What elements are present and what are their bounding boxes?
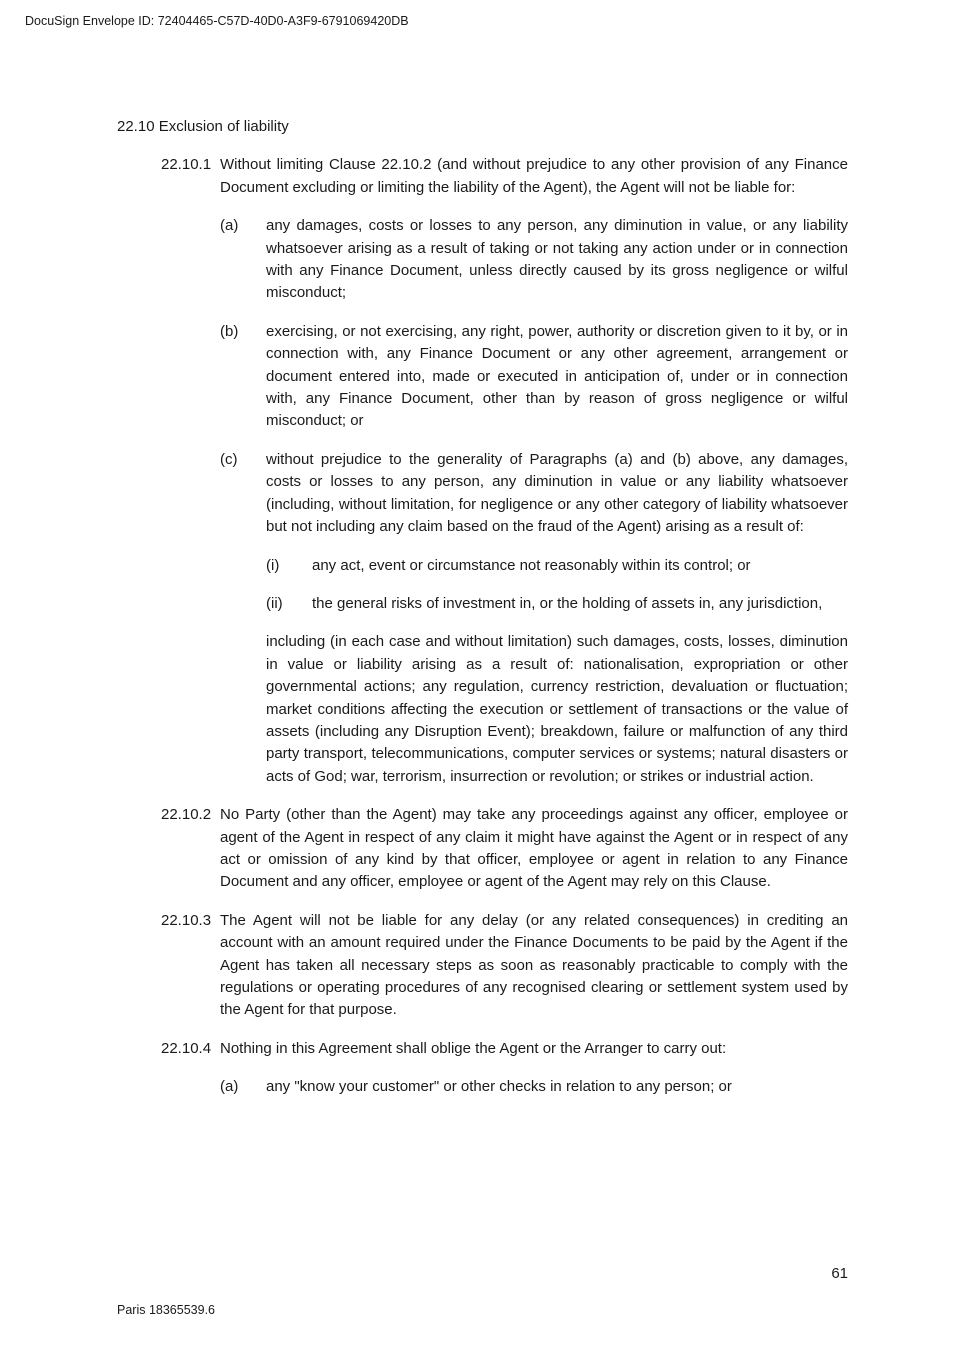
subitem-text: the general risks of investment in, or the holding of assets in, any jurisdiction, [312, 594, 823, 612]
item-c-continuation: including (in each case and without limitation) such damages, costs, losses, diminution in value or liability arising as a result of: nationalisation, expropriation or other governmental actions; any regulation, currency restriction, devaluation or fluctuation; market conditions affecting the execution or settlement of transactions or the value of assets (including any Disruption Event); breakdown, failure or malfunction of any third party transport, telecommunications, computer services or systems; natural disasters or acts of God; war, terrorism, insurrection or revolution; or strikes or industrial action. [266, 633, 848, 785]
clause-22-10-4 [117, 1038, 848, 1060]
list-item-c [117, 449, 848, 539]
subitem-label: (ii) [266, 594, 283, 612]
envelope-id: DocuSign Envelope ID: 72404465-C57D-40D0-A3F9-6791069420DB [25, 14, 409, 28]
list-subitem-ii [117, 593, 848, 615]
list-item-a [117, 1076, 848, 1098]
item-label: (c) [220, 450, 238, 468]
page-number: 61 [831, 1265, 848, 1282]
clause-number: 22.10.4 [161, 1039, 212, 1057]
item-label: (a) [220, 1078, 239, 1096]
item-label: (a) [220, 217, 239, 235]
section-heading: 22.10 Exclusion of liability [117, 118, 289, 135]
subitem-text: any act, event or circumstance not reasonably within its control; or [312, 556, 751, 574]
document-body [117, 116, 848, 1115]
item-text: any damages, costs or losses to any person, any diminution in value, or any liability whatsoever arising as a result of taking or not taking any action under or in connection with any Finance Document, unless directly caused by its gross negligence or wilful misconduct; [266, 217, 848, 302]
clause-number: 22.10.3 [161, 911, 212, 929]
item-label: (b) [220, 322, 239, 340]
item-text: without prejudice to the generality of Paragraphs (a) and (b) above, any damages, costs or losses to any person, any diminution in value or any liability whatsoever (including, without limitation, for negligence or any other category of liability whatsoever but not including any claim based on the fraud of the Agent) arising as a result of: [266, 450, 848, 536]
clause-number: 22.10.1 [161, 156, 212, 174]
clause-text: Without limiting Clause 22.10.2 (and without prejudice to any other provision of any Finance Document excluding or limiting the liability of the Agent), the Agent will not be liable for: [220, 156, 848, 196]
clause-text: The Agent will not be liable for any delay (or any related consequences) in crediting an account with an amount required under the Finance Documents to be paid by the Agent if the Agent has taken all necessary steps as soon as reasonably practicable to comply with the regulations or operating procedures of any recognised clearing or settlement system used by the Agent for that purpose. [220, 911, 848, 1019]
document-reference: Paris 18365539.6 [117, 1303, 215, 1317]
subitem-label: (i) [266, 556, 280, 574]
item-text: exercising, or not exercising, any right, power, authority or discretion given to it by, or in connection with, any Finance Document or any other agreement, arrangement or document entered into, made or executed in anticipation of, under or in connection with, any Finance Document, other than by reason of gross negligence or wilful misconduct; or [266, 322, 848, 430]
clause-22-10-2 [117, 804, 848, 894]
item-text: any "know your customer" or other checks in relation to any person; or [266, 1078, 732, 1096]
clause-text: Nothing in this Agreement shall oblige the Agent or the Arranger to carry out: [220, 1039, 727, 1057]
clause-number: 22.10.2 [161, 806, 212, 824]
clause-text: No Party (other than the Agent) may take any proceedings against any officer, employee or agent of the Agent in respect of any claim it might have against the Agent or in respect of any act or omission of any kind by that officer, employee or agent in relation to any Finance Document and any officer, employee or agent of the Agent may rely on this Clause. [220, 806, 848, 891]
list-item-a [117, 215, 848, 305]
list-item-b [117, 321, 848, 433]
clause-22-10-3 [117, 910, 848, 1022]
clause-22-10-1 [117, 154, 848, 199]
list-subitem-i [117, 555, 848, 577]
